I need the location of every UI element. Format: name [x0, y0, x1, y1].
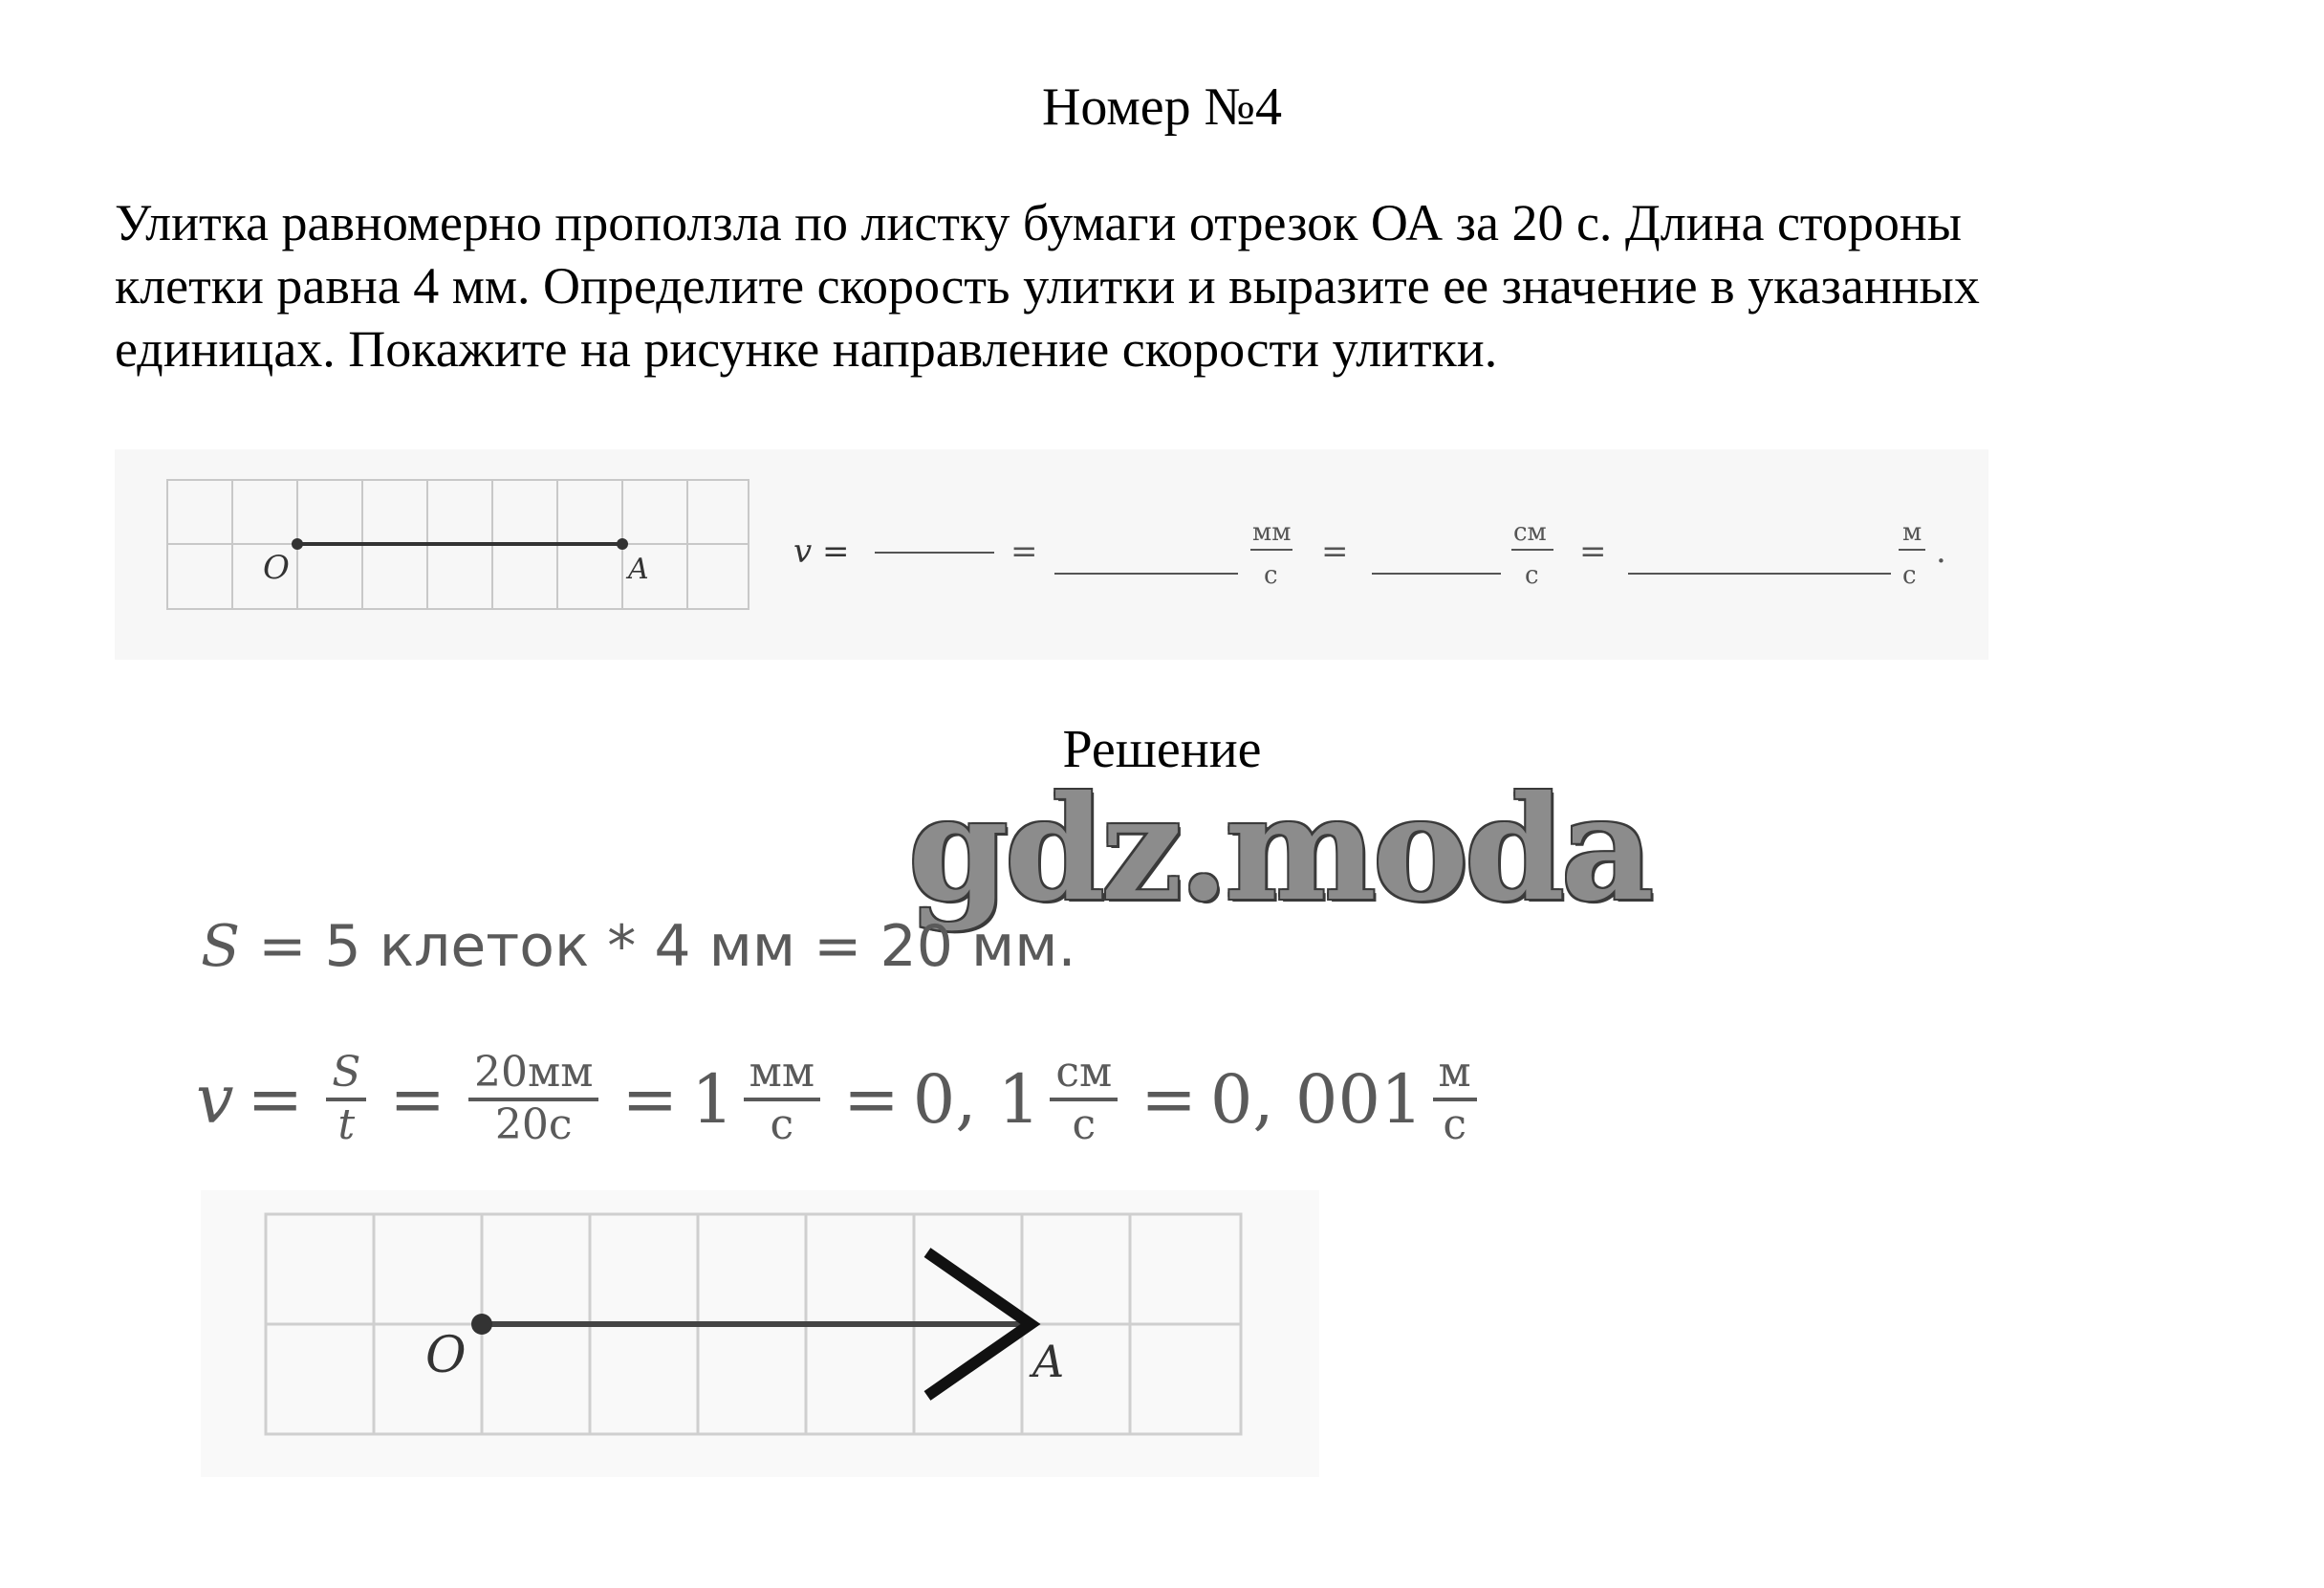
- unit-denominator: с: [1072, 1100, 1097, 1149]
- equals-sign: =: [389, 1060, 446, 1139]
- problem-line: клетки равна 4 мм. Определите скорость улитки и выразите ее значение в указанных: [115, 257, 1980, 315]
- unit-s-den: с: [1902, 561, 1917, 590]
- fraction-s-over-t: [326, 1049, 366, 1149]
- equals-sign: =: [1579, 533, 1607, 571]
- point-a-dot: [617, 538, 628, 550]
- problem-text: [115, 191, 2247, 381]
- unit-s-den: с: [1525, 561, 1539, 590]
- fraction-numerator: S: [326, 1049, 366, 1101]
- point-o-label: O: [425, 1327, 467, 1384]
- unit-m-per-s: [1433, 1049, 1477, 1149]
- unit-denominator: с: [770, 1100, 794, 1149]
- page-title: Номер №4: [1041, 77, 1283, 137]
- distance-expression: = 5 клеток * 4 мм = 20 мм.: [258, 913, 1076, 980]
- end-dot: .: [1936, 533, 1946, 571]
- unit-numerator: мм: [744, 1049, 820, 1101]
- unit-numerator: м: [1433, 1049, 1477, 1101]
- solution-figure: [201, 1190, 1319, 1477]
- velocity-formula: [196, 1033, 1487, 1166]
- equals-sign: =: [1321, 533, 1349, 571]
- equals-sign: =: [1140, 1060, 1197, 1139]
- value-cm-per-s: 0, 1: [912, 1060, 1041, 1139]
- v-variable: v: [196, 1060, 234, 1139]
- fraction-numerator: 20мм: [468, 1049, 598, 1101]
- unit-s-den: с: [1264, 561, 1278, 590]
- unit-mm-num: мм: [1252, 518, 1292, 547]
- value-mm-per-s: 1: [691, 1060, 734, 1139]
- unit-cm-per-s: [1050, 1049, 1118, 1149]
- unit-mm-per-s: [744, 1049, 820, 1149]
- point-o-dot: [471, 1314, 492, 1335]
- distance-formula: [201, 913, 1076, 980]
- task-figure-svg: [115, 449, 1988, 660]
- problem-line: Улитка равномерно проползла по листку бумаги отрезок ОА за 20 с. Длина стороны: [115, 194, 1963, 251]
- equals-sign: =: [247, 1060, 304, 1139]
- unit-cm-num: см: [1513, 518, 1547, 547]
- point-o-label: O: [263, 549, 290, 587]
- fraction-denominator: 20с: [494, 1100, 573, 1149]
- watermark-logo: gdz.moda: [908, 765, 1651, 933]
- fraction-denominator: t: [337, 1100, 356, 1149]
- equals-sign: =: [843, 1060, 900, 1139]
- solution-title: Решение: [1062, 720, 1262, 779]
- s-variable: S: [201, 913, 241, 980]
- point-a-label: A: [628, 553, 649, 586]
- value-m-per-s: 0, 001: [1209, 1060, 1423, 1139]
- unit-m-num: м: [1902, 518, 1922, 547]
- point-a-label: A: [1032, 1336, 1065, 1387]
- blank-formula: [793, 518, 1946, 590]
- fraction-20mm-over-20s: [468, 1049, 598, 1149]
- equals-sign: =: [1010, 533, 1038, 571]
- task-figure: [115, 449, 1988, 660]
- equals-sign: =: [621, 1060, 679, 1139]
- unit-numerator: см: [1050, 1049, 1118, 1101]
- v-label: v =: [793, 533, 850, 571]
- solution-figure-svg: [201, 1190, 1319, 1477]
- point-o-dot: [292, 538, 303, 550]
- problem-line: единицах. Покажите на рисунке направление скорости улитки.: [115, 320, 1498, 378]
- unit-denominator: с: [1443, 1100, 1466, 1149]
